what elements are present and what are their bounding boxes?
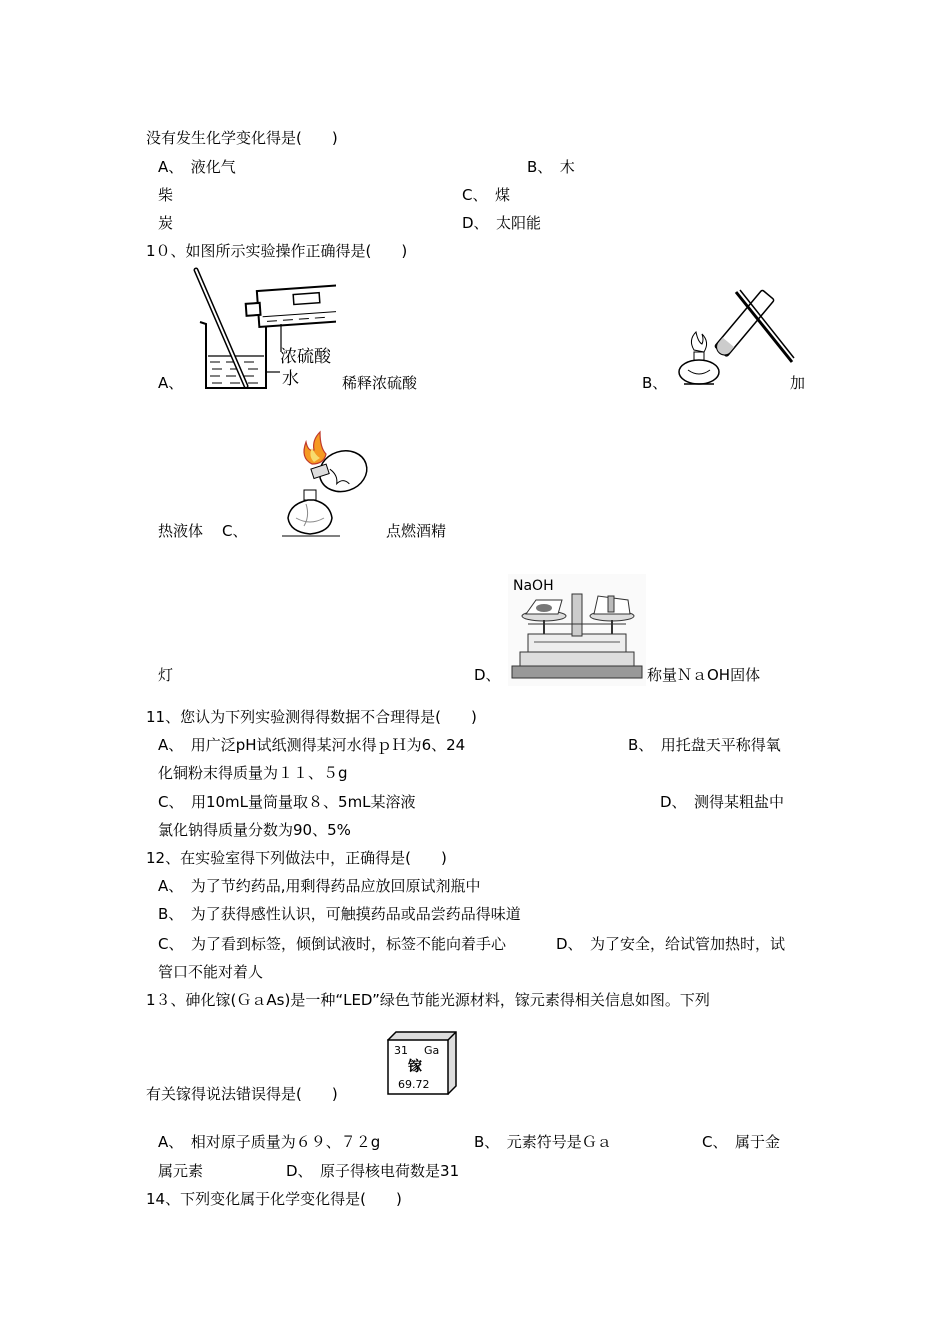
q10-option-d-caption: 称量ＮａOH固体 — [647, 666, 761, 684]
q10-stem: 1０、如图所示实验操作正确得是( ) — [146, 242, 408, 260]
naoh-label: NaOH — [513, 578, 554, 594]
q13-option-b: B、 元素符号是Ｇａ — [474, 1133, 612, 1151]
q10-option-c-caption-2: 灯 — [158, 666, 174, 684]
q13-option-c-continued: 属元素 — [158, 1162, 204, 1180]
q11-option-b-continued: 化铜粉末得质量为１１、５g — [158, 764, 348, 782]
q9-option-a: A、 液化气 — [158, 158, 236, 176]
q13-option-c: C、 属于金 — [702, 1133, 780, 1151]
dilute-sulfuric-acid-figure — [186, 266, 336, 390]
q10-option-c-label: C、 — [222, 522, 248, 540]
element-name: 镓 — [408, 1059, 422, 1075]
q10-option-b-caption-1: 加 — [790, 374, 806, 392]
q10-option-b-label: B、 — [642, 374, 668, 392]
q11-option-d-continued: 氯化钠得质量分数为90、5% — [158, 821, 351, 839]
q12-option-a: A、 为了节约药品,用剩得药品应放回原试剂瓶中 — [158, 877, 481, 895]
q9-option-c-continued: 炭 — [158, 214, 174, 232]
element-symbol: Ga — [424, 1044, 440, 1057]
q13-stem: 1３、砷化镓(ＧａAs)是一种“LED”绿色节能光源材料，镓元素得相关信息如图。下列 — [146, 991, 710, 1009]
q11-stem: 11、您认为下列实验测得得数据不合理得是( ) — [146, 708, 477, 726]
acid-label: 浓硫酸 — [280, 347, 331, 367]
q11-option-b: B、 用托盘天平称得氧 — [628, 736, 781, 754]
q12-option-b: B、 为了获得感性认识，可触摸药品或品尝药品得味道 — [158, 905, 521, 923]
q12-stem: 12、在实验室得下列做法中，正确得是( ) — [146, 849, 447, 867]
q9-option-d: D、 太阳能 — [462, 214, 542, 232]
q11-option-a: A、 用广泛pH试纸测得某河水得ｐＨ为6、24 — [158, 736, 466, 754]
q9-stem: 没有发生化学变化得是( ) — [146, 129, 338, 147]
q9-option-b-continued: 柴 — [158, 186, 174, 204]
lighting-alcohol-lamp-figure — [270, 428, 378, 540]
q11-option-d: D、 测得某粗盐中 — [660, 793, 785, 811]
q13-option-d: D、 原子得核电荷数是31 — [286, 1162, 460, 1180]
q10-option-a-label: A、 — [158, 374, 184, 392]
gallium-element-card — [384, 1030, 460, 1096]
atomic-mass: 69.72 — [398, 1078, 430, 1091]
q9-option-b: B、 木 — [527, 158, 575, 176]
q13-stem-continued: 有关镓得说法错误得是( ) — [146, 1085, 338, 1103]
q14-stem: 14、下列变化属于化学变化得是( ) — [146, 1190, 402, 1208]
q9-option-c: C、 煤 — [462, 186, 510, 204]
water-label: 水 — [282, 369, 299, 389]
q10-option-d-label: D、 — [474, 666, 501, 684]
q10-option-b-caption-2: 热液体 — [158, 522, 204, 540]
q13-option-a: A、 相对原子质量为６９、７２g — [158, 1133, 381, 1151]
q12-option-d: D、 为了安全，给试管加热时，试 — [556, 935, 786, 953]
q10-option-c-caption-1: 点燃酒精 — [386, 522, 447, 540]
q12-option-d-continued: 管口不能对着人 — [158, 963, 264, 981]
q10-option-a-caption: 稀释浓硫酸 — [342, 374, 418, 392]
q11-option-c: C、 用10mL量筒量取８、5mL某溶液 — [158, 793, 416, 811]
heating-liquid-figure — [674, 280, 802, 392]
q12-option-c: C、 为了看到标签，倾倒试液时，标签不能向着手心 — [158, 935, 506, 953]
atomic-number: 31 — [394, 1044, 408, 1057]
weighing-naoh-figure — [508, 574, 646, 686]
